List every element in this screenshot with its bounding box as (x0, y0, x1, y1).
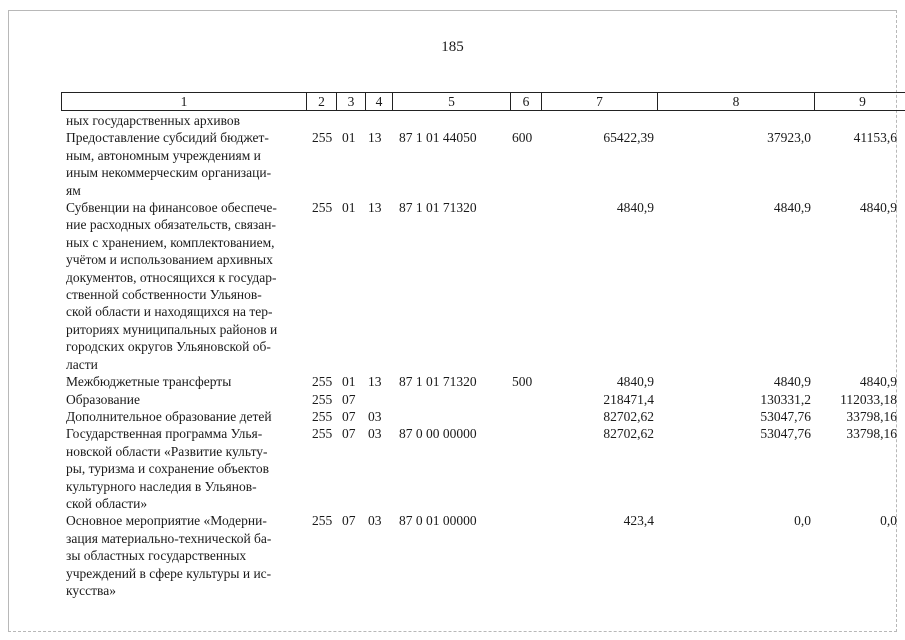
page-number: 185 (441, 39, 464, 55)
table-row (66, 199, 905, 373)
row-subsection-code: 03 (368, 408, 382, 424)
row-expense-type: 600 (512, 130, 533, 146)
row-value-col8: 37923,0 (767, 130, 811, 146)
row-name-line: учётом и использованием архивных (66, 252, 273, 268)
table-header (61, 92, 905, 111)
row-name-line: ям (66, 182, 81, 198)
row-name-line: Основное мероприятие «Модерни- (66, 513, 267, 529)
row-name-line: городских округов Ульяновской об- (66, 339, 271, 355)
table-row (66, 425, 905, 512)
row-name-line: ние расходных обязательств, связан- (66, 217, 276, 233)
continuation-text: ных государственных архивов (66, 113, 240, 128)
row-value-col8: 53047,76 (760, 426, 811, 442)
row-gr-code: 255 (312, 426, 333, 442)
row-value-col9: 0,0 (880, 513, 897, 529)
row-value-col7: 82702,62 (603, 426, 654, 442)
row-name-line: культурного наследия в Ульянов- (66, 478, 257, 494)
row-name (66, 512, 306, 599)
row-name-line: зы областных государственных (66, 548, 247, 564)
row-name-line: кусства» (66, 582, 116, 598)
header-col-3: 3 (337, 93, 366, 110)
table-row (66, 373, 905, 390)
row-name (66, 391, 306, 408)
row-section-code: 07 (342, 408, 356, 424)
row-name-line: зация материально-технической ба- (66, 530, 272, 546)
row-name-line: Государственная программа Улья- (66, 426, 263, 442)
row-name-line: учреждений в сфере культуры и ис- (66, 565, 272, 581)
row-value-col8: 4840,9 (773, 374, 811, 390)
row-gr-code: 255 (312, 513, 333, 529)
row-name (66, 425, 306, 512)
row-target-code: 87 1 01 71320 (399, 374, 477, 390)
row-subsection-code: 03 (368, 426, 382, 442)
row-section-code: 01 (342, 374, 356, 390)
row-value-col8: 4840,9 (773, 200, 811, 216)
row-subsection-code: 03 (368, 513, 382, 529)
row-value-col7: 218471,4 (603, 391, 654, 407)
table-row (66, 129, 905, 199)
row-value-col9: 33798,16 (846, 408, 897, 424)
row-value-col9: 33798,16 (846, 426, 897, 442)
table-body (66, 112, 905, 599)
header-col-1: 1 (62, 93, 307, 110)
row-name-line: ры, туризма и сохранение объектов (66, 461, 269, 477)
row-section-code: 07 (342, 391, 356, 407)
continuation-row (66, 112, 905, 129)
row-subsection-code: 13 (368, 374, 382, 390)
header-col-7: 7 (542, 93, 658, 110)
row-subsection-code: 13 (368, 200, 382, 216)
row-gr-code: 255 (312, 374, 333, 390)
row-target-code: 87 1 01 71320 (399, 200, 477, 216)
header-col-5: 5 (393, 93, 511, 110)
table-row (66, 408, 905, 425)
header-col-9: 9 (859, 94, 866, 109)
row-section-code: 01 (342, 200, 356, 216)
row-target-code: 87 0 00 00000 (399, 426, 477, 442)
row-gr-code: 255 (312, 200, 333, 216)
row-section-code: 07 (342, 513, 356, 529)
row-name-line: ных с хранением, комплектованием, (66, 234, 275, 250)
row-name (66, 129, 306, 199)
row-section-code: 07 (342, 426, 356, 442)
row-name-line: ным, автономным учреждениям и (66, 147, 261, 163)
row-value-col9: 41153,6 (853, 130, 897, 146)
row-name-line: Межбюджетные трансферты (66, 374, 232, 390)
header-col-2: 2 (307, 93, 337, 110)
row-name-line: ской области» (66, 495, 148, 511)
row-value-col9: 112033,18 (840, 391, 897, 407)
header-col-8: 8 (658, 93, 815, 110)
row-value-col9: 4840,9 (859, 374, 897, 390)
row-value-col7: 4840,9 (616, 200, 654, 216)
table-row (66, 512, 905, 599)
header-col-4: 4 (366, 93, 393, 110)
header-col-6: 6 (511, 93, 542, 110)
row-value-col7: 4840,9 (616, 374, 654, 390)
row-value-col9: 4840,9 (859, 200, 897, 216)
row-subsection-code: 13 (368, 130, 382, 146)
row-value-col7: 82702,62 (603, 408, 654, 424)
row-name-line: новской области «Развитие культу- (66, 443, 268, 459)
row-gr-code: 255 (312, 130, 333, 146)
row-name (66, 373, 306, 390)
row-name-line: Субвенции на финансовое обеспече- (66, 200, 277, 216)
row-expense-type: 500 (512, 374, 533, 390)
row-name-line: ласти (66, 356, 98, 372)
row-value-col7: 423,4 (623, 513, 654, 529)
row-value-col8: 53047,76 (760, 408, 811, 424)
row-name (66, 408, 306, 425)
row-name-line: ственной собственности Ульянов- (66, 287, 262, 303)
row-value-col7: 65422,39 (603, 130, 654, 146)
row-target-code: 87 1 01 44050 (399, 130, 477, 146)
row-value-col8: 130331,2 (760, 391, 811, 407)
row-gr-code: 255 (312, 391, 333, 407)
table-row (66, 391, 905, 408)
row-gr-code: 255 (312, 408, 333, 424)
row-name-line: Предоставление субсидий бюджет- (66, 130, 269, 146)
row-name-line: риториях муниципальных районов и (66, 321, 278, 337)
row-name-line: документов, относящихся к государ- (66, 269, 277, 285)
row-section-code: 01 (342, 130, 356, 146)
row-name-line: ской области и находящихся на тер- (66, 304, 273, 320)
row-name (66, 199, 306, 373)
row-name-line: Образование (66, 391, 140, 407)
row-name-line: Дополнительное образование детей (66, 408, 272, 424)
row-target-code: 87 0 01 00000 (399, 513, 477, 529)
row-name-line: иным некоммерческим организаци- (66, 165, 272, 181)
row-value-col8: 0,0 (794, 513, 811, 529)
